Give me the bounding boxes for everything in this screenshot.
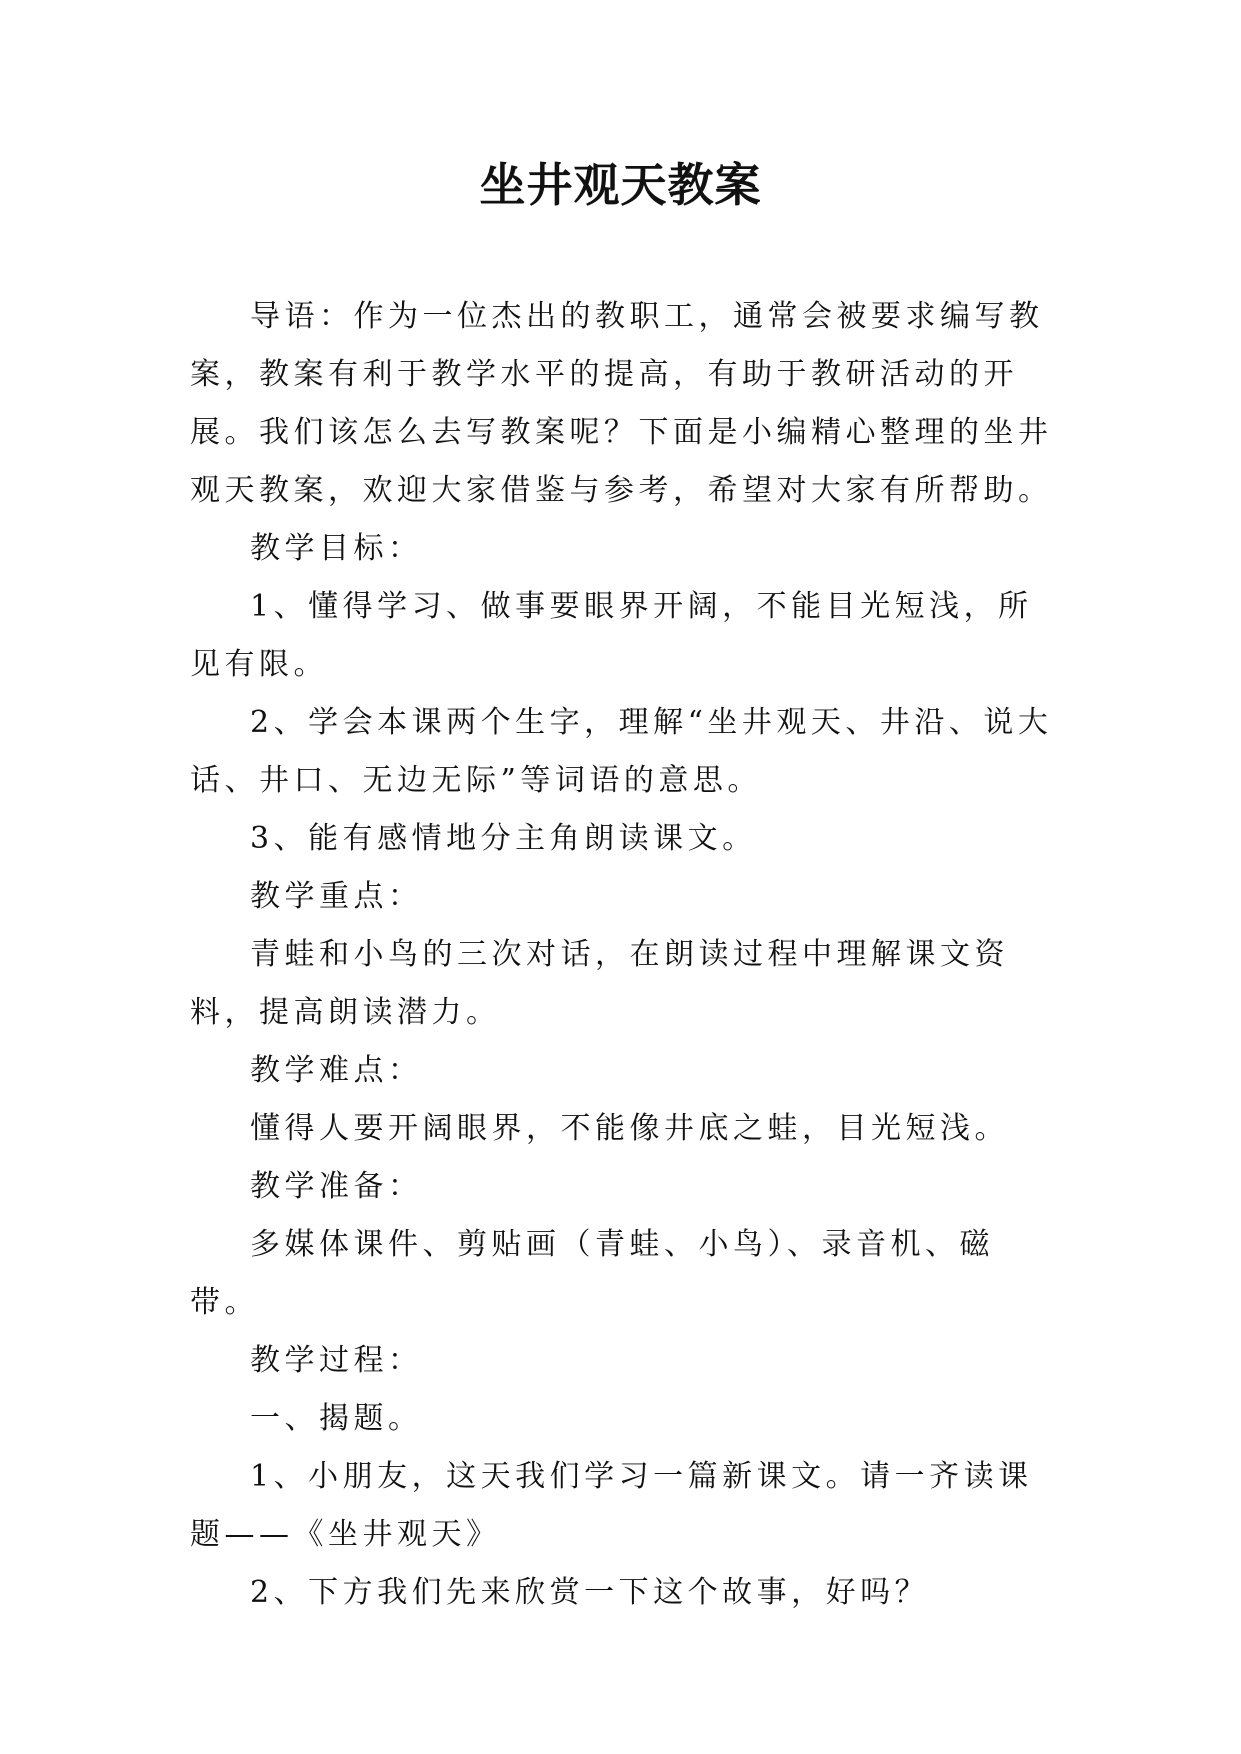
section-heading-preparation: 教学准备： (250, 1169, 423, 1204)
process-step-item: 2、下方我们先来欣赏一下这个故事，好吗？ (250, 1575, 930, 1610)
preparation-paragraph: 多媒体课件、剪贴画（青蛙、小鸟）、录音机、磁带。 (190, 1227, 994, 1320)
section-heading-process: 教学过程： (250, 1343, 423, 1378)
document-body (190, 288, 1060, 1622)
key-points-paragraph: 青蛙和小鸟的三次对话，在朗读过程中理解课文资料，提高朗读潜力。 (190, 937, 1009, 1030)
section-heading-objectives: 教学目标： (250, 531, 423, 566)
objective-item: 1、懂得学习、做事要眼界开阔，不能目光短浅，所见有限。 (190, 589, 1033, 682)
section-heading-difficulties: 教学难点： (250, 1053, 423, 1088)
document-title: 坐井观天教案 (479, 158, 762, 212)
section-heading-key-points: 教学重点： (250, 879, 423, 914)
intro-paragraph: 导语：作为一位杰出的教职工，通常会被要求编写教案，教案有利于教学水平的提高，有助于教研活动的开展。我们该怎么去写教案呢？下面是小编精心整理的坐井观天教案，欢迎大家借鉴与参考，希望对大家有所帮助。 (190, 299, 1053, 508)
difficulties-paragraph: 懂得人要开阔眼界，不能像井底之蛙，目光短浅。 (250, 1111, 1009, 1146)
process-step-heading: 一、揭题。 (250, 1401, 423, 1436)
objective-item: 2、学会本课两个生字，理解“坐井观天、井沿、说大话、井口、无边无际”等词语的意思。 (190, 705, 1053, 798)
process-step-item: 1、小朋友，这天我们学习一篇新课文。请一齐读课题——《坐井观天》 (190, 1459, 1033, 1552)
objective-item: 3、能有感情地分主角朗读课文。 (250, 821, 757, 856)
